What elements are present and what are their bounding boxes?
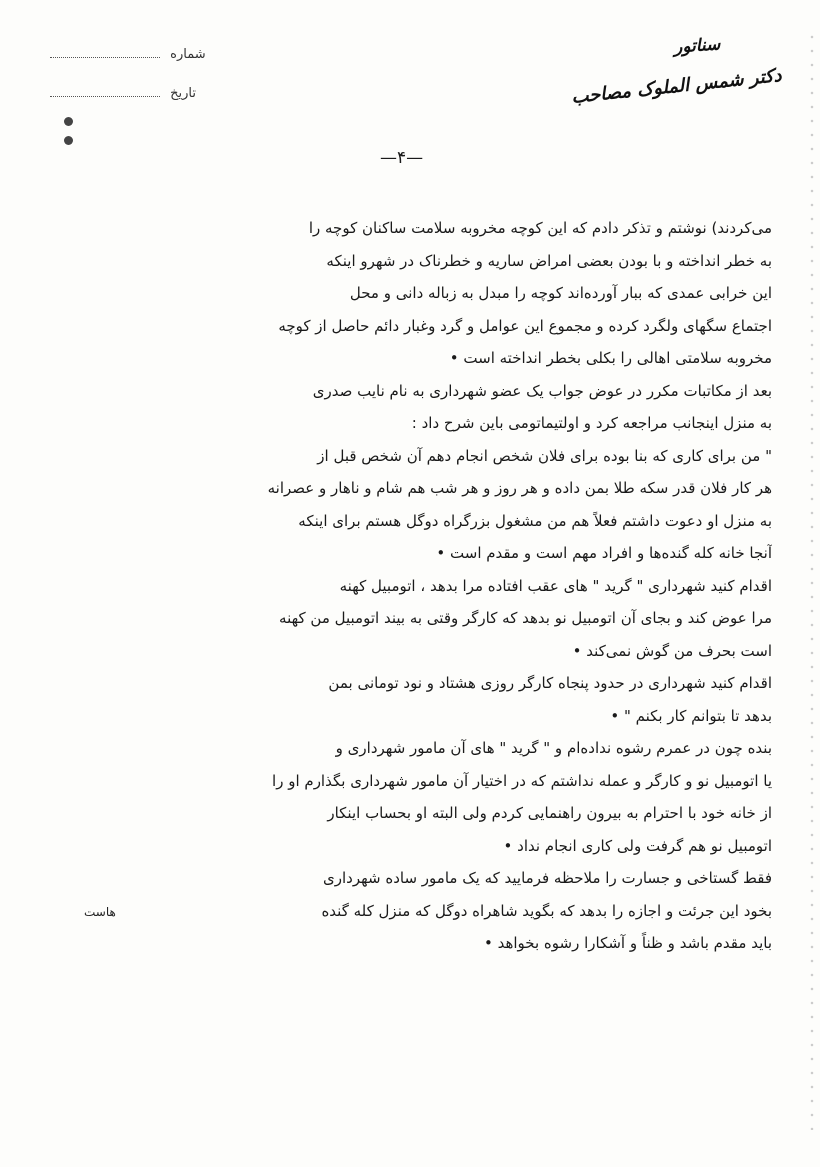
body-line: یا اتومبیل نو و کارگر و عمله نداشتم که در اختیار آن مامور شهرداری بگذارم او را (272, 771, 772, 790)
sender-title: سناتور (673, 34, 721, 58)
body-line: مرا عوض کند و بجای آن اتومبیل نو بدهد که کارگر وقتی به بیند اتومبیل من کهنه (279, 609, 772, 627)
body-line: به منزل اینجانب مراجعه کرد و اولتیماتومی باین شرح داد : (411, 414, 772, 432)
body-line: اجتماع سگهای ولگرد کرده و مجموع این عوامل و گرد وغبار دائم حاصل از کوچه (278, 316, 772, 335)
body-line: فقط گستاخی و جسارت را ملاحظه فرمایید که یک مامور ساده شهرداری (323, 869, 772, 887)
letter-body (82, 212, 772, 960)
body-line: می‌کردند) نوشتم و تذکر دادم که این کوچه مخروبه سلامت ساکنان کوچه را (308, 219, 772, 237)
number-label: شماره (170, 47, 206, 62)
body-line: " من برای کاری که بنا بوده برای فلان شخص انجام دهم آن شخص قبل از (317, 446, 772, 465)
sender-name: دکتر شمس الملوک مصاحب (570, 65, 783, 108)
body-line: به خطر انداخته و با بودن بعضی امراض ساریه و خطرناک در شهرو اینکه (326, 251, 772, 270)
handwritten-insertion: هاست (84, 905, 116, 919)
body-line: بدهد تا بتوانم کار بکنم " • (610, 706, 772, 725)
body-line: هر کار فلان قدر سکه طلا بمن داده و هر روز و هر شب هم شام و ناهار و عصرانه (267, 479, 772, 497)
number-blank-line (50, 56, 160, 58)
body-line: بنده چون در عمرم رشوه نداده‌ام و " گرید " های آن مامور شهرداری و (335, 739, 772, 757)
punch-hole (64, 117, 73, 126)
punch-hole (64, 136, 73, 145)
number-field (50, 47, 206, 62)
body-line: آنجا خانه کله گنده‌ها و افراد مهم است و مقدم است • (436, 544, 772, 562)
body-line: از خانه خود با احترام به بیرون راهنمایی کردم ولی البته او بحساب اینکار (327, 804, 772, 822)
date-label: تاریخ (170, 86, 197, 101)
page-number: —۴— (380, 148, 424, 168)
body-line: این خرابی عمدی که ببار آورده‌اند کوچه را مبدل به زباله دانی و محل (349, 284, 772, 302)
body-line: است بحرف من گوش نمی‌کند • (572, 641, 772, 660)
body-line: باید مقدم باشد و ظناً و آشکارا رشوه بخواهد • (483, 934, 772, 952)
body-line: به منزل او دعوت داشتم فعلاً هم من مشغول بزرگراه دوگل هستم برای اینکه (298, 511, 772, 530)
paper-edge-perforation (810, 30, 814, 1130)
body-line: بعد از مکاتبات مکرر در عوض جواب یک عضو شهرداری به نام نایب صدری (312, 381, 772, 400)
body-line: اقدام کنید شهرداری " گرید " های عقب افتاده مرا بدهد ، اتومبیل کهنه (339, 576, 772, 595)
date-field (50, 86, 196, 101)
body-line: اتومبیل نو هم گرفت ولی کاری انجام نداد • (503, 836, 772, 855)
body-line: مخروبه سلامتی اهالی را بکلی بخطر انداخته است • (449, 349, 772, 367)
sender-letterhead (570, 22, 783, 112)
body-line: بخود این جرئت و اجازه را بدهد که بگوید شاهراه دوگل که منزل کله گنده (321, 901, 772, 920)
body-line: اقدام کنید شهرداری در حدود پنجاه کارگر روزی هشتاد و نود تومانی بمن (328, 674, 772, 692)
date-blank-line (50, 95, 160, 97)
